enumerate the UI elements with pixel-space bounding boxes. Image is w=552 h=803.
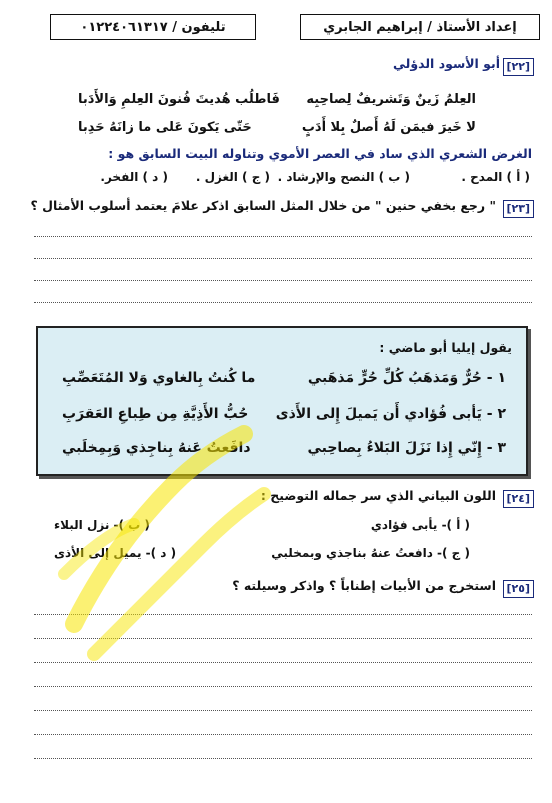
answer-line [34, 258, 532, 259]
exam-sheet [14, 14, 540, 792]
option-c: ( ج )- دافعتُ عنهُ بناجذي وبمخلبي [271, 546, 470, 560]
author-box: إعداد الأستاذ / إبراهيم الجابري [300, 14, 540, 40]
question-25-text: استخرج من الأبيات إطناباً ؟ واذكر وسيلته ؟ [232, 578, 496, 593]
answer-line [34, 614, 532, 615]
poem-verse-1-second-half: ما كُنتُ بِالغاوي وَلا المُتَعَصِّبِ [62, 370, 256, 386]
verse-1-second-half: فَاطلُب هُديتَ فُنونَ العِلمِ وَالأَدَبا [78, 92, 280, 107]
option-c: ( ج ) الغزل . [195, 170, 270, 184]
answer-line [34, 280, 532, 281]
option-d: ( د )- يميل إلى الأذى [54, 546, 177, 560]
answer-line [34, 710, 532, 711]
answer-line [34, 734, 532, 735]
option-b: ( ب )- نزل البلاء [54, 518, 150, 532]
answer-line [34, 236, 532, 237]
option-a: ( أ ) المدح . [461, 170, 530, 184]
phone-box: تليفون / ٠١٢٢٤٠٦١٣١٧ [50, 14, 256, 40]
poem-verse-2-first-half: ٢ - يَأبى فُؤادي أَن يَميلَ إِلى الأَذى [275, 406, 506, 422]
question-number-24: [٢٤] [503, 490, 535, 508]
poem-box [36, 326, 528, 476]
question-22-text: الغرض الشعري الذي ساد في العصر الأموي وتناوله البيت السابق هو : [108, 146, 532, 161]
verse-2-second-half: حَتّى يَكونَ عَلى ما زانَهُ حَدِبا [78, 120, 252, 135]
poem-verse-1-first-half: ١ - حُرٌّ وَمَذهَبُ كُلِّ حُرٍّ مَذهَبي [307, 370, 506, 386]
answer-line [34, 662, 532, 663]
answer-line [34, 302, 532, 303]
poem-verse-3-first-half: ٣ - إِنّي إِذا نَزَلَ البَلاءُ بِصاحِبي [307, 440, 506, 456]
poem-verse-2-second-half: حُبُّ الأَذِيَّةِ مِن طِباعِ العَقرَبِ [62, 406, 249, 422]
question-24-text: اللون البياني الذي سر جماله التوضيح : [260, 488, 496, 503]
poem-verse-3-second-half: دافَعتُ عَنهُ بِناجِذي وَبِمِخلَبي [62, 440, 251, 456]
poet-name: أبو الأسود الدؤلي [393, 56, 500, 71]
option-a: ( أ )- يأبى فؤادي [370, 518, 470, 532]
verse-2-first-half: لا خَيرَ فيمَن لَهُ أَصلٌ بِلا أَدَبٍ [301, 120, 476, 135]
question-23-text: " رجع بخفي حنين " من خلال المثل السابق اذكر علامَ يعتمد أسلوب الأمثال ؟ [30, 198, 496, 213]
poem-intro: يقول إيليا أبو ماضي : [379, 340, 512, 355]
verse-1-first-half: العِلمُ زَينٌ وَتَشريفٌ لِصاحِبِه [306, 92, 476, 107]
option-b: ( ب ) النصح والإرشاد . [277, 170, 410, 184]
option-d: ( د ) الفخر. [100, 170, 168, 184]
answer-line [34, 686, 532, 687]
question-number-22: [٢٢] [503, 58, 535, 76]
question-number-23: [٢٣] [503, 200, 535, 218]
answer-line [34, 758, 532, 759]
question-number-25: [٢٥] [503, 580, 535, 598]
answer-line [34, 638, 532, 639]
